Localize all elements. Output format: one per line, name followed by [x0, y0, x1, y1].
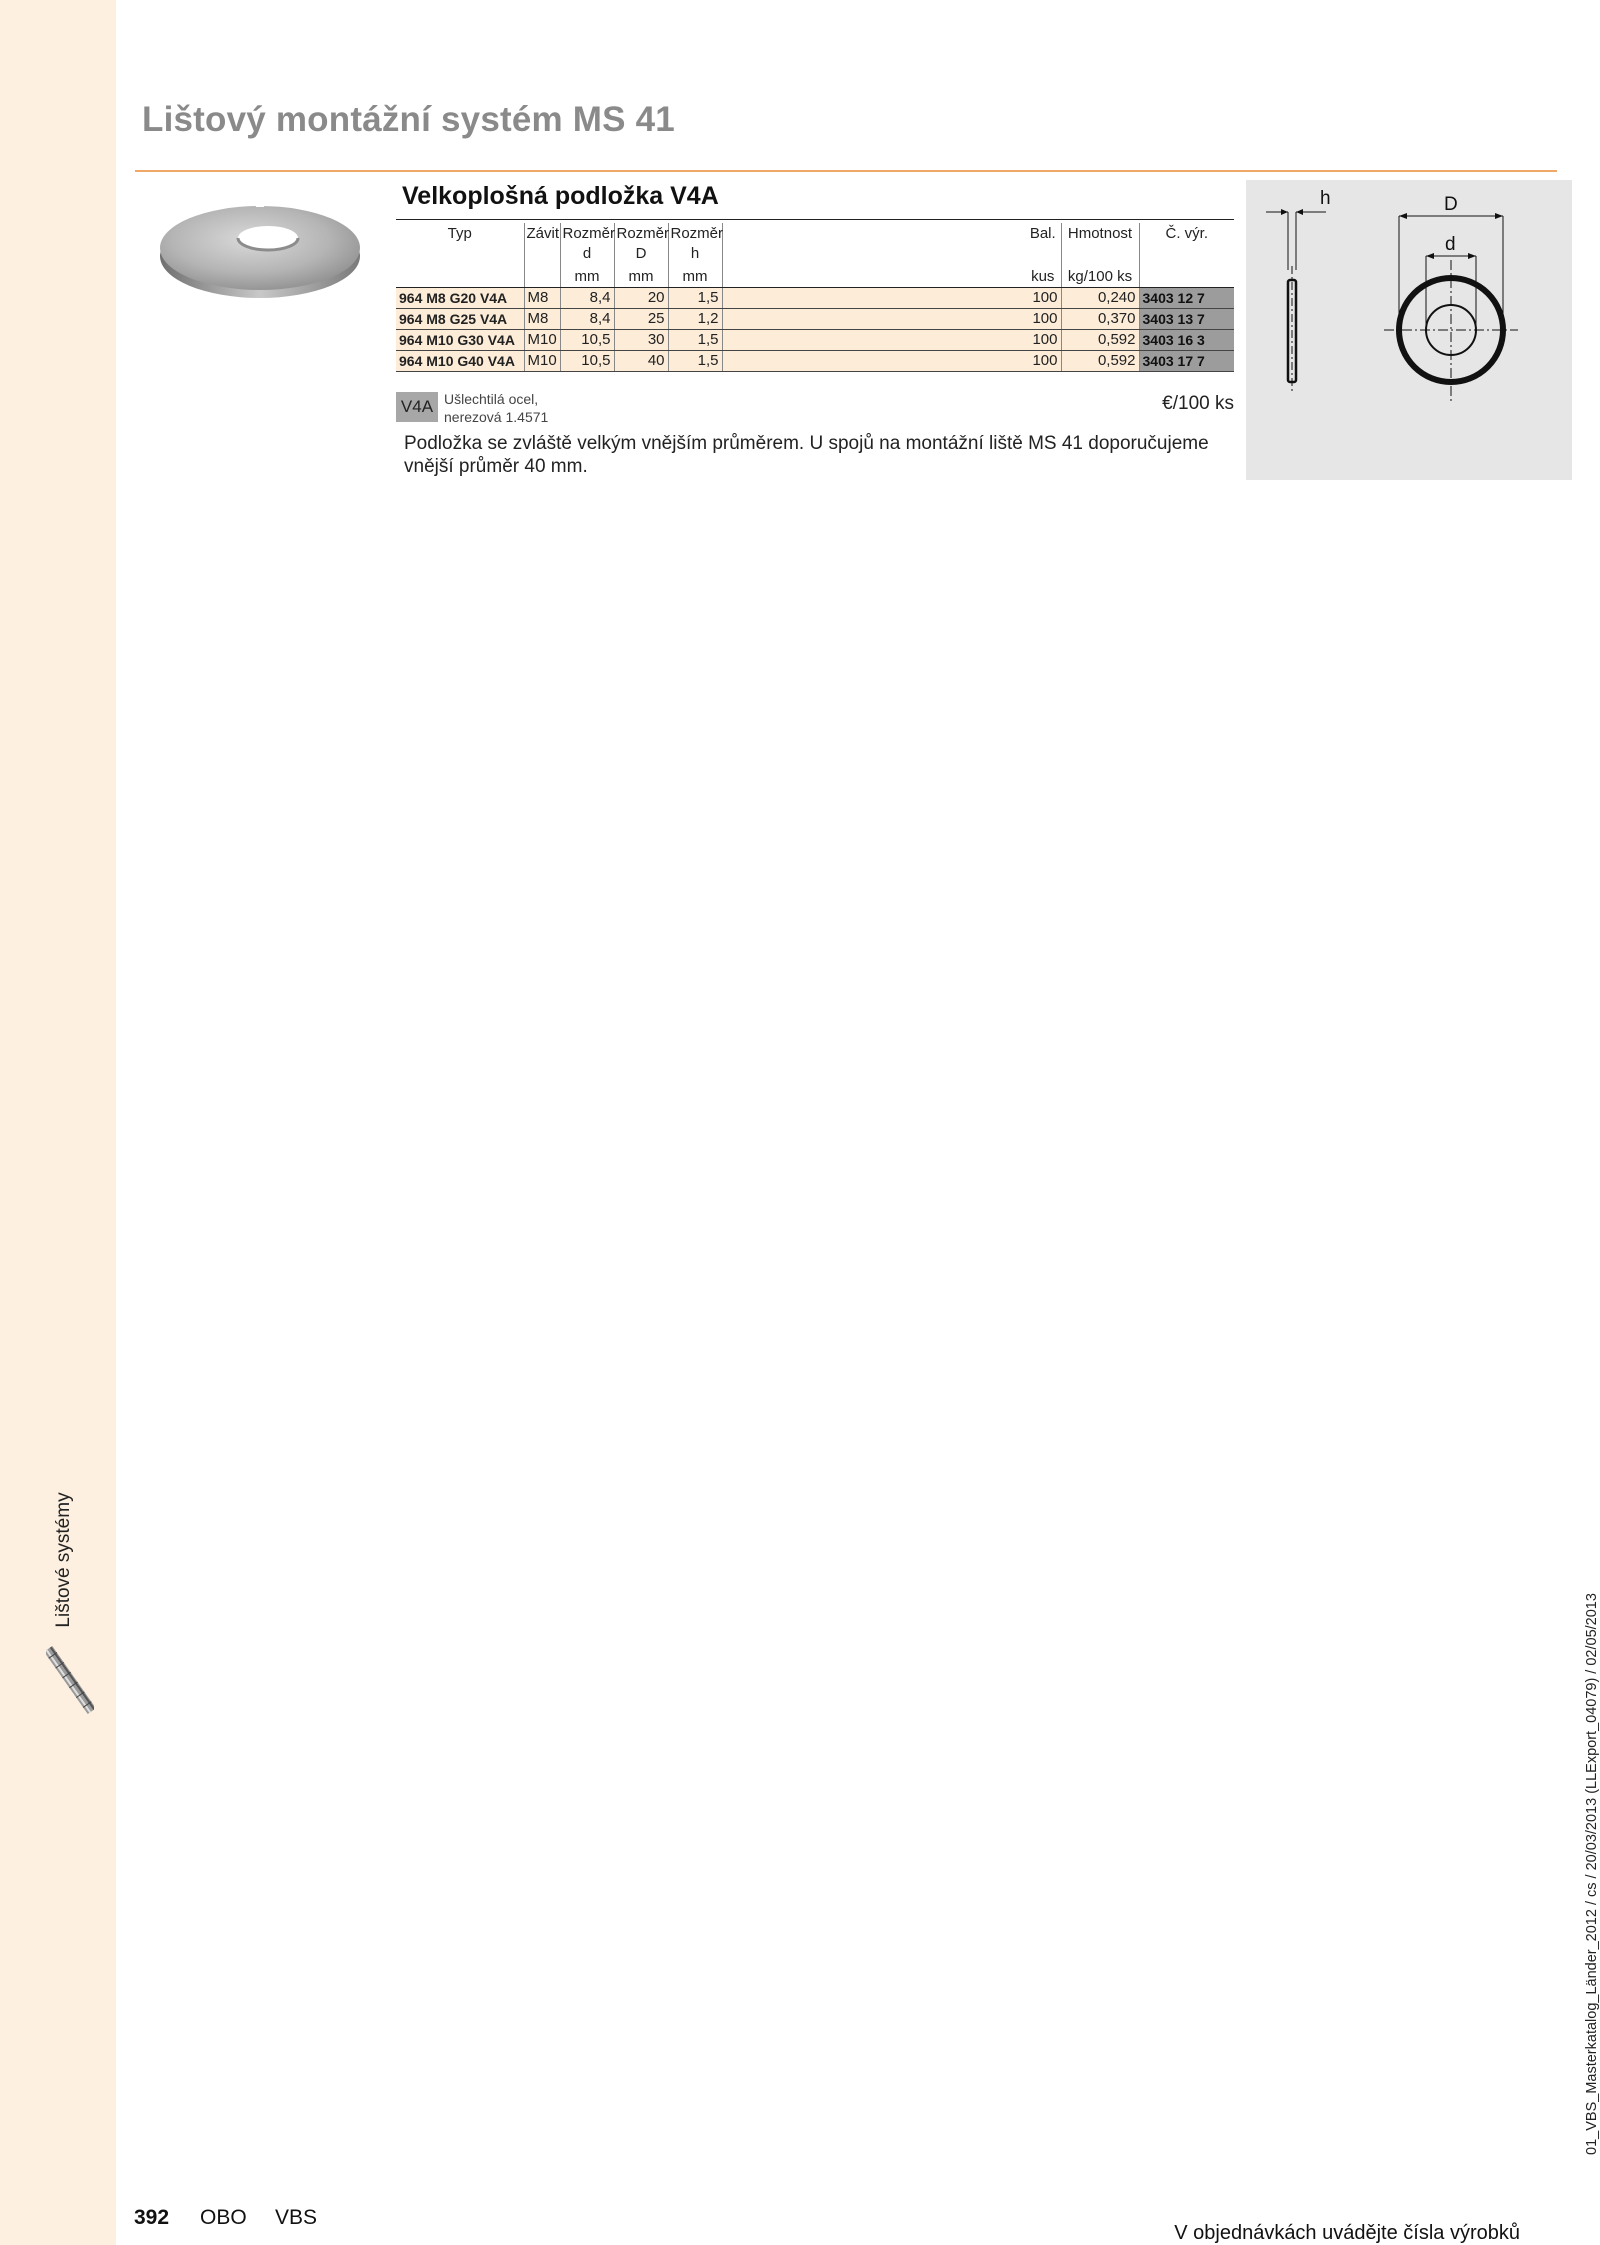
product-spec-table — [396, 223, 1234, 372]
product-title: Velkoplošná podložka V4A — [402, 182, 719, 210]
cell-zavit: M10 — [524, 330, 560, 351]
header-spacer — [722, 223, 1025, 267]
header-hmotnost: Hmotnost — [1061, 223, 1139, 267]
cell-article-number: 3403 16 3 — [1139, 330, 1234, 351]
product-description: Podložka se zvláště velkým vnějším průměrem. U spojů na montážní liště MS 41 doporučujeme vnější průměr 40 mm. — [404, 433, 1209, 477]
unit-h: mm — [668, 267, 722, 288]
unit-spacer — [722, 267, 1025, 288]
cell-D: 40 — [614, 351, 668, 372]
cell-h: 1,2 — [668, 309, 722, 330]
header-bal: Bal. — [1029, 225, 1056, 242]
cell-hmotnost: 0,240 — [1061, 288, 1139, 309]
unit-d: mm — [560, 267, 614, 288]
table-row — [396, 288, 1234, 309]
cell-h: 1,5 — [668, 288, 722, 309]
export-info: 01_VBS_Masterkatalog_Länder_2012 / cs / 20/03/2013 (LLExport_04079) / 02/05/2013 — [1584, 1593, 1600, 2155]
material-badge: V4A — [396, 392, 438, 422]
technical-drawing — [1246, 180, 1572, 480]
mounting-rail-icon — [46, 1640, 94, 1720]
cell-spacer — [722, 288, 1025, 309]
cell-D: 20 — [614, 288, 668, 309]
cell-d: 10,5 — [560, 330, 614, 351]
unit-zavit — [524, 267, 560, 288]
unit-hmotnost: kg/100 ks — [1061, 267, 1139, 288]
unit-cvyr — [1139, 267, 1234, 288]
cell-spacer — [722, 351, 1025, 372]
cell-article-number: 3403 12 7 — [1139, 288, 1234, 309]
header-cislo-vyrobku: Č. výr. — [1139, 223, 1234, 267]
drawing-label-d: d — [1445, 234, 1456, 255]
footer-order-note: V objednávkách uvádějte čísla výrobků — [1174, 2222, 1520, 2244]
material-line-2: nerezová 1.4571 — [444, 409, 549, 425]
material-description — [444, 390, 548, 426]
cell-zavit: M8 — [524, 309, 560, 330]
cell-hmotnost: 0,592 — [1061, 330, 1139, 351]
cell-d: 10,5 — [560, 351, 614, 372]
cell-article-number: 3403 17 7 — [1139, 351, 1234, 372]
table-row — [396, 351, 1234, 372]
cell-spacer — [722, 330, 1025, 351]
header-rozmer-D: Rozměr D — [614, 223, 668, 267]
material-line-1: Ušlechtilá ocel, — [444, 391, 539, 407]
cell-h: 1,5 — [668, 330, 722, 351]
header-zavit: Závit — [524, 223, 560, 267]
table-row — [396, 309, 1234, 330]
unit-typ — [396, 267, 524, 288]
header-typ: Typ — [447, 225, 472, 242]
page-number: 392 — [134, 2206, 170, 2229]
cell-D: 25 — [614, 309, 668, 330]
drawing-label-D: D — [1444, 194, 1458, 215]
cell-bal: 100 — [1025, 288, 1061, 309]
cell-zavit: M8 — [524, 288, 560, 309]
section-side-label: Lištové systémy — [53, 1492, 74, 1628]
page-title: Lištový montážní systém MS 41 — [142, 100, 675, 139]
header-rozmer-d: Rozměr d — [560, 223, 614, 267]
drawing-label-h: h — [1320, 188, 1331, 209]
table-header-row — [396, 223, 1234, 267]
unit-D: mm — [614, 267, 668, 288]
cell-zavit: M10 — [524, 351, 560, 372]
cell-bal: 100 — [1025, 330, 1061, 351]
cell-typ: 964 M8 G25 V4A — [396, 309, 524, 330]
cell-typ: 964 M10 G40 V4A — [396, 351, 524, 372]
unit-bal: kus — [1025, 267, 1061, 288]
sidebar-strip — [0, 0, 116, 2245]
table-units-row — [396, 267, 1234, 288]
header-rozmer-h: Rozměr h — [668, 223, 722, 267]
cell-typ: 964 M8 G20 V4A — [396, 288, 524, 309]
title-divider — [135, 170, 1557, 172]
washer-photo — [150, 190, 372, 310]
cell-d: 8,4 — [560, 309, 614, 330]
cell-bal: 100 — [1025, 309, 1061, 330]
footer-division: VBS — [275, 2206, 318, 2229]
cell-bal: 100 — [1025, 351, 1061, 372]
cell-spacer — [722, 309, 1025, 330]
product-title-rule — [396, 219, 1234, 220]
cell-hmotnost: 0,370 — [1061, 309, 1139, 330]
cell-d: 8,4 — [560, 288, 614, 309]
table-row — [396, 330, 1234, 351]
cell-h: 1,5 — [668, 351, 722, 372]
cell-hmotnost: 0,592 — [1061, 351, 1139, 372]
cell-typ: 964 M10 G30 V4A — [396, 330, 524, 351]
price-unit: €/100 ks — [1162, 393, 1234, 414]
cell-article-number: 3403 13 7 — [1139, 309, 1234, 330]
footer-brand: OBO — [200, 2206, 247, 2229]
cell-D: 30 — [614, 330, 668, 351]
